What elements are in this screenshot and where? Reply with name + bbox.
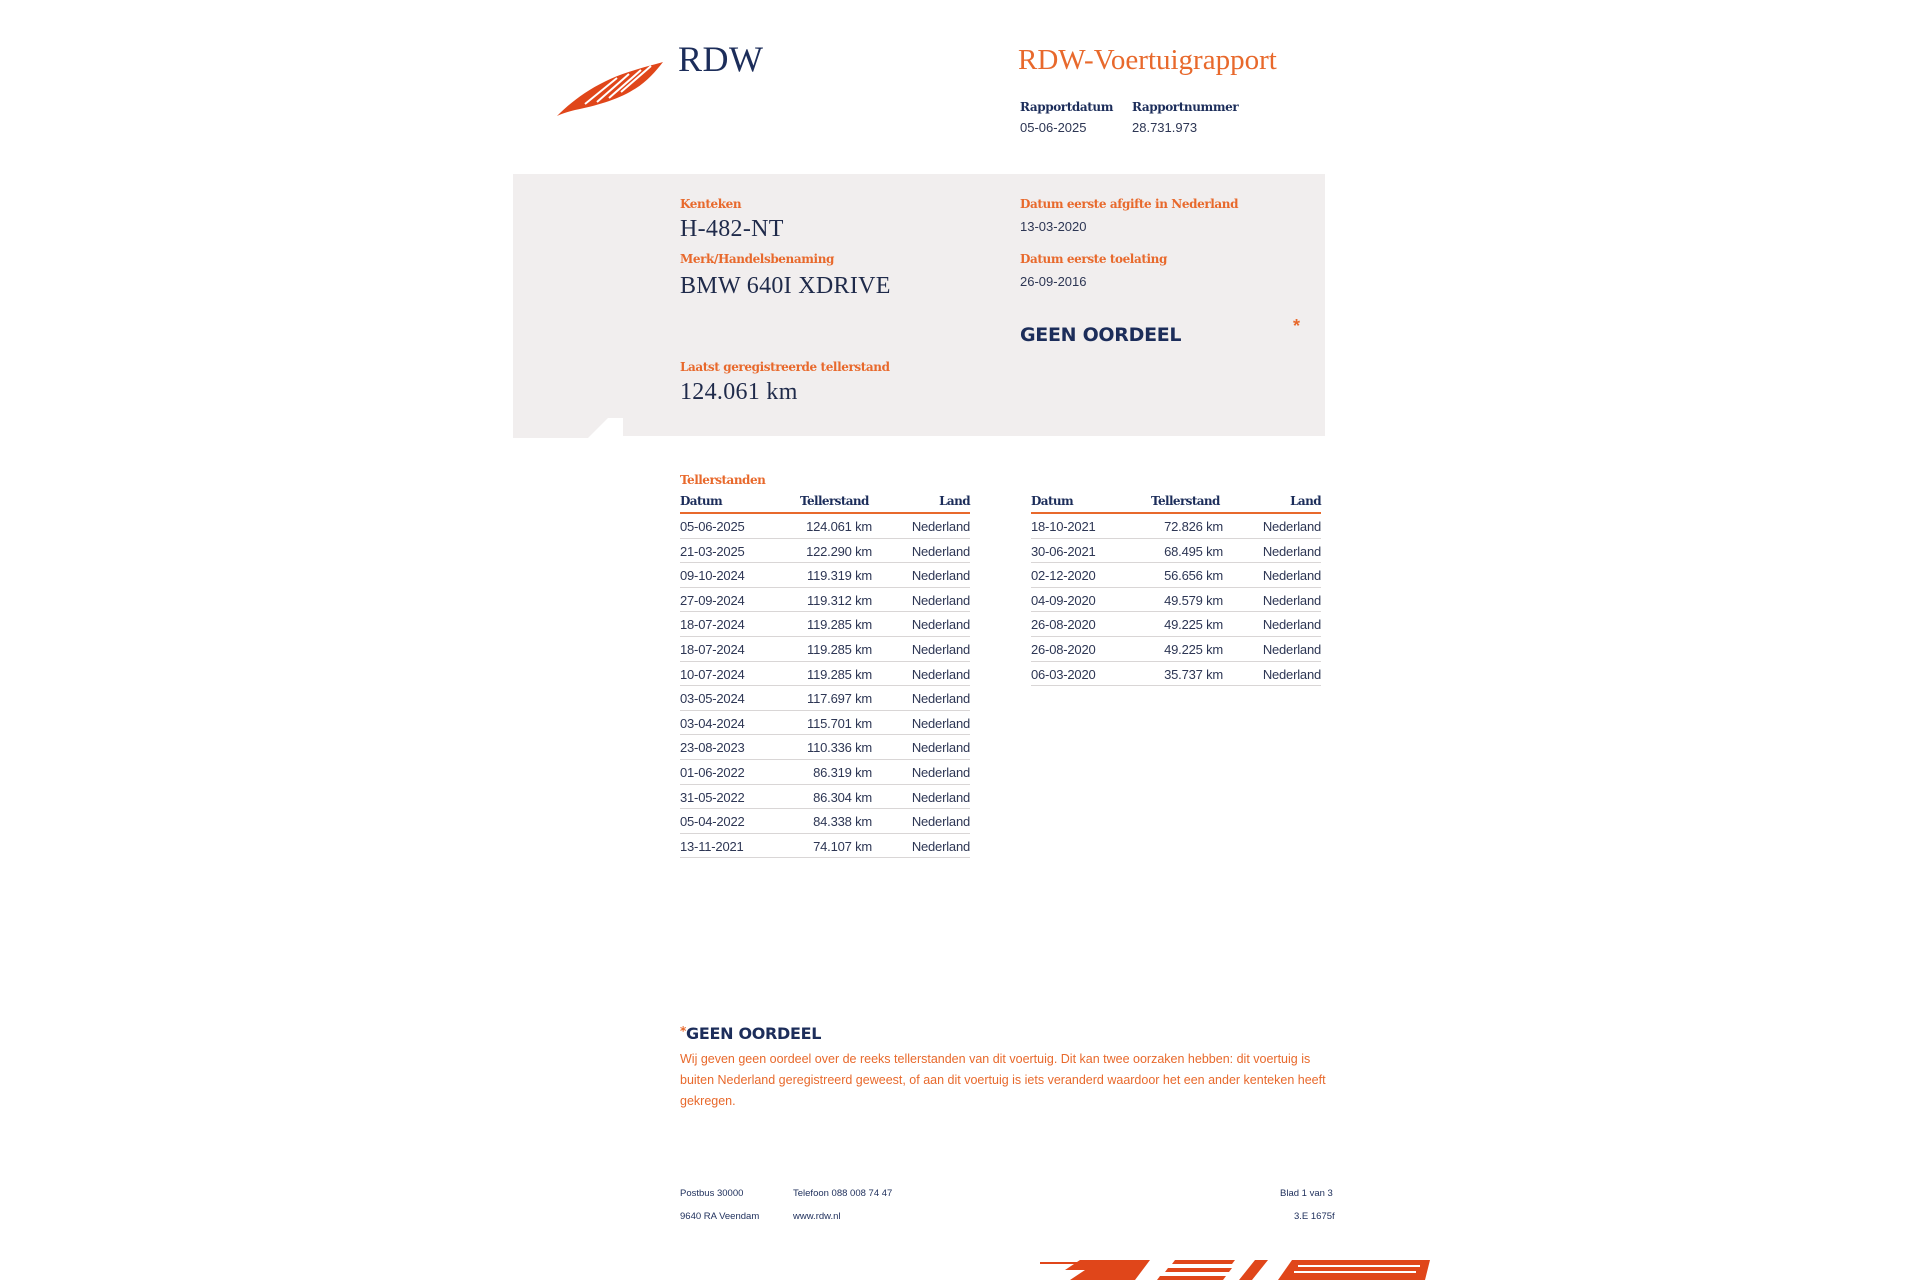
col-reading-header: Tellerstand (800, 494, 869, 508)
table-row (1031, 514, 1321, 539)
table-row (680, 735, 970, 760)
reading-value: 49.225 km (1164, 641, 1223, 657)
reading-country: Nederland (1262, 568, 1321, 584)
reading-value: 56.656 km (1164, 568, 1223, 584)
reading-date: 26-08-2020 (1031, 617, 1096, 633)
reading-value: 124.061 km (806, 519, 872, 534)
reading-date: 01-06-2022 (680, 764, 745, 780)
reading-date: 13-11-2021 (680, 838, 744, 854)
reading-country: Nederland (1262, 617, 1321, 633)
table-row (680, 834, 970, 859)
footer-postbus: Postbus 30000 (680, 1188, 744, 1199)
plate-value: H-482-NT (680, 216, 784, 242)
col-country-header: Land (1290, 494, 1321, 508)
mileage-label: Laatst geregistreerde tellerstand (680, 360, 890, 374)
make-value: BMW 640I XDRIVE (680, 273, 891, 299)
reading-date: 18-07-2024 (680, 641, 745, 657)
reading-country: Nederland (911, 543, 970, 559)
rdw-logo-text: RDW (678, 39, 764, 79)
reading-value: 119.285 km (807, 641, 872, 657)
note-marker: * (680, 1024, 686, 1038)
reading-value: 119.319 km (807, 568, 872, 584)
reading-country: Nederland (911, 519, 970, 534)
reading-country: Nederland (1262, 543, 1321, 559)
note-title-text: GEEN OORDEEL (685, 1024, 822, 1043)
reading-country: Nederland (911, 814, 970, 830)
reading-country: Nederland (1262, 592, 1321, 608)
table-row (680, 563, 970, 588)
reading-value: 49.225 km (1164, 617, 1223, 633)
reading-country: Nederland (1262, 519, 1321, 534)
report-number: 28.731.973 (1132, 120, 1198, 135)
reading-country: Nederland (1262, 666, 1321, 682)
vehicle-summary-panel (513, 174, 1325, 436)
panel-corner-cut (513, 418, 623, 438)
footer-page-number: Blad 1 van 3 (1280, 1188, 1333, 1199)
mileage-value: 124.061 km (680, 379, 798, 405)
reading-country: Nederland (911, 592, 970, 608)
reading-value: 86.319 km (813, 764, 872, 780)
report-date-label: Rapportdatum (1020, 100, 1114, 114)
reading-country: Nederland (911, 666, 970, 682)
col-date-header: Datum (680, 494, 723, 508)
table-row (680, 612, 970, 637)
readings-table-right (1031, 494, 1321, 686)
reading-date: 03-04-2024 (680, 715, 745, 731)
readings-title: Tellerstanden (680, 473, 766, 487)
note-title (680, 1024, 821, 1043)
reading-date: 05-04-2022 (680, 814, 745, 830)
first-admission-label: Datum eerste toelating (1020, 252, 1167, 266)
table-header (1031, 494, 1321, 514)
reading-country: Nederland (911, 789, 970, 805)
reading-date: 04-09-2020 (1031, 592, 1096, 608)
table-row (1031, 588, 1321, 613)
reading-country: Nederland (1262, 641, 1321, 657)
reading-date: 26-08-2020 (1031, 641, 1096, 657)
footer-phone: Telefoon 088 008 74 47 (793, 1188, 893, 1199)
reading-date: 18-10-2021 (1031, 519, 1096, 534)
reading-date: 03-05-2024 (680, 691, 745, 707)
table-row (680, 514, 970, 539)
reading-value: 35.737 km (1164, 666, 1223, 682)
reading-date: 09-10-2024 (680, 568, 745, 584)
col-date-header: Datum (1031, 494, 1074, 508)
footer-website-link[interactable]: www.rdw.nl (793, 1211, 841, 1222)
table-row (680, 711, 970, 736)
reading-date: 27-09-2024 (680, 592, 745, 608)
table-row (1031, 563, 1321, 588)
table-row (680, 637, 970, 662)
make-label: Merk/Handelsbenaming (680, 252, 835, 266)
first-admission-value: 26-09-2016 (1020, 274, 1087, 289)
reading-value: 117.697 km (807, 691, 872, 707)
reading-value: 86.304 km (813, 789, 872, 805)
reading-value: 74.107 km (813, 838, 872, 854)
reading-date: 10-07-2024 (680, 666, 745, 682)
readings-table-left (680, 494, 970, 858)
table-row (680, 588, 970, 613)
reading-date: 02-12-2020 (1031, 568, 1096, 584)
reading-value: 110.336 km (807, 740, 872, 756)
reading-date: 30-06-2021 (1031, 543, 1096, 559)
table-row (1031, 662, 1321, 687)
col-country-header: Land (939, 494, 970, 508)
report-title: RDW-Voertuigrapport (1018, 44, 1277, 76)
footer-document-code: 3.E 1675f (1294, 1211, 1335, 1222)
reading-value: 119.312 km (807, 592, 872, 608)
reading-country: Nederland (911, 838, 970, 854)
reading-date: 06-03-2020 (1031, 666, 1096, 682)
reading-country: Nederland (911, 568, 970, 584)
reading-value: 115.701 km (807, 715, 872, 731)
table-row (1031, 612, 1321, 637)
table-header (680, 494, 970, 514)
table-row (680, 662, 970, 687)
reading-value: 122.290 km (806, 543, 872, 559)
reading-value: 49.579 km (1164, 592, 1223, 608)
verdict-text: GEEN OORDEEL (1020, 324, 1182, 346)
col-reading-header: Tellerstand (1151, 494, 1220, 508)
table-row (680, 686, 970, 711)
reading-value: 119.285 km (807, 666, 872, 682)
verdict-marker: * (1293, 316, 1301, 336)
table-row (680, 785, 970, 810)
table-row (1031, 637, 1321, 662)
reading-country: Nederland (911, 715, 970, 731)
reading-value: 84.338 km (813, 814, 872, 830)
reading-date: 05-06-2025 (680, 519, 745, 534)
reading-date: 23-08-2023 (680, 740, 745, 756)
reading-country: Nederland (911, 691, 970, 707)
reading-country: Nederland (911, 617, 970, 633)
reading-country: Nederland (911, 764, 970, 780)
footer-address: 9640 RA Veendam (680, 1211, 760, 1222)
report-number-label: Rapportnummer (1132, 100, 1239, 114)
note-text: Wij geven geen oordeel over de reeks tellerstanden van dit voertuig. Dit kan twee oorzaken hebben: dit voertuig is buiten Nederland geregistreerd geweest, of aan dit voertuig is iets veranderd waardoor het een ander kenteken heeft gekregen. (680, 1052, 1326, 1108)
reading-country: Nederland (911, 641, 970, 657)
table-row (680, 809, 970, 834)
reading-value: 72.826 km (1164, 519, 1223, 534)
reading-value: 68.495 km (1164, 543, 1223, 559)
report-date: 05-06-2025 (1020, 120, 1087, 135)
first-nl-label: Datum eerste afgifte in Nederland (1020, 197, 1239, 211)
decorative-stripes (1040, 1260, 1430, 1280)
reading-country: Nederland (911, 740, 970, 756)
reading-date: 18-07-2024 (680, 617, 745, 633)
table-row (680, 760, 970, 785)
plate-label: Kenteken (680, 197, 742, 211)
reading-date: 31-05-2022 (680, 789, 745, 805)
table-row (1031, 539, 1321, 564)
table-row (680, 539, 970, 564)
rdw-feather-logo (555, 58, 665, 118)
reading-date: 21-03-2025 (680, 543, 745, 559)
reading-value: 119.285 km (807, 617, 872, 633)
first-nl-value: 13-03-2020 (1020, 219, 1087, 234)
